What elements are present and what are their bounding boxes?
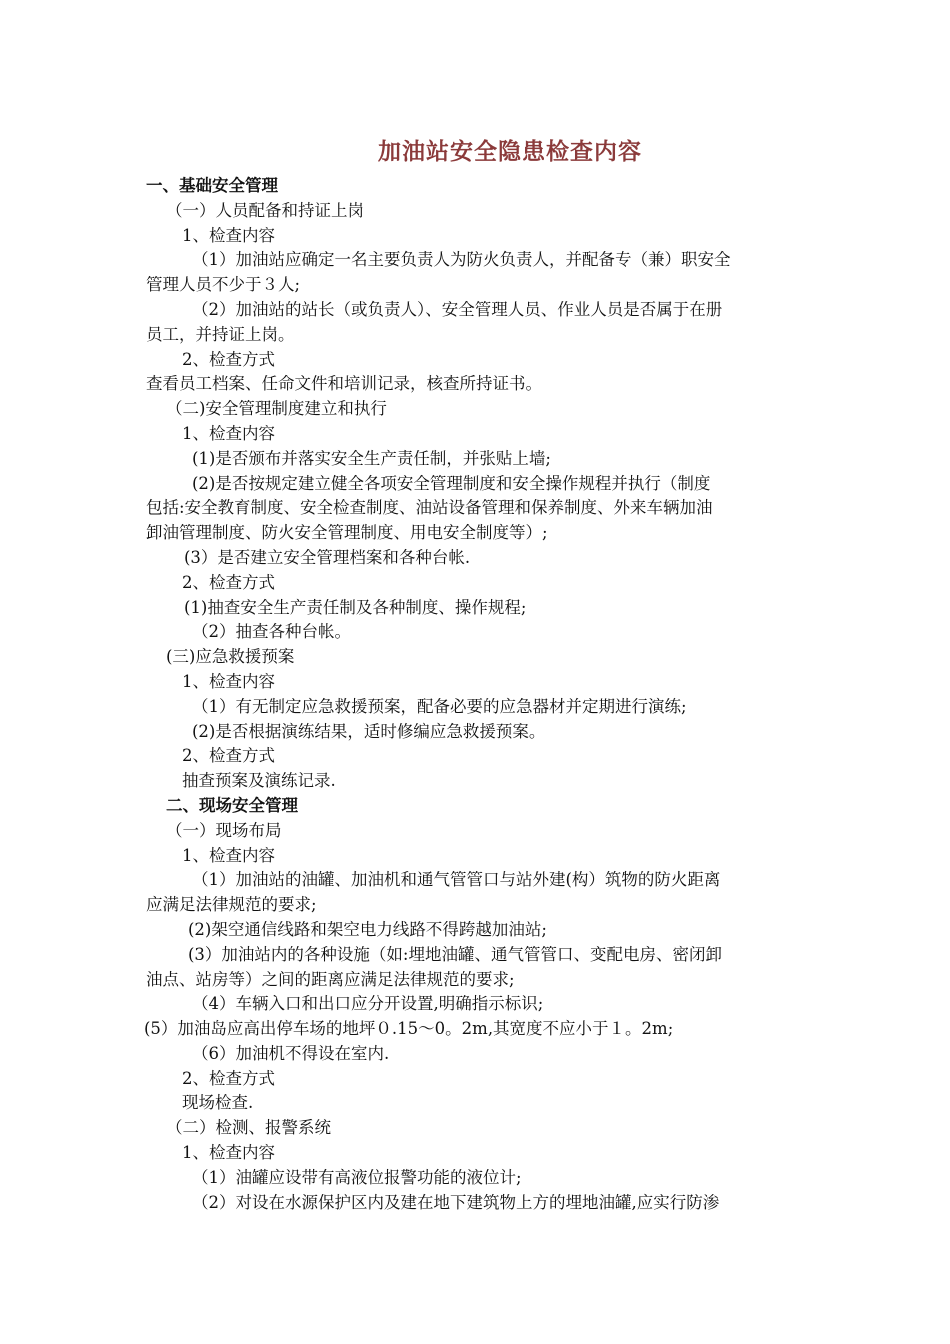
item-heading: 1、检查内容 [182, 671, 275, 691]
section-heading: 一、基础安全管理 [146, 176, 278, 195]
paragraph-line: (3）是否建立安全管理档案和各种台帐. [184, 547, 471, 567]
paragraph-line: 应满足法律规范的要求; [146, 895, 317, 915]
paragraph-line: （2）加油站的站长（或负责人）、安全管理人员、作业人员是否属于在册 [192, 299, 723, 319]
item-heading: 1、检查内容 [182, 423, 275, 443]
paragraph-line: （2）对设在水源保护区内及建在地下建筑物上方的埋地油罐,应实行防渗 [192, 1192, 720, 1212]
paragraph-line: (2)架空通信线路和架空电力线路不得跨越加油站; [188, 919, 547, 939]
document-body [146, 174, 814, 1215]
paragraph-line: 油点、站房等）之间的距离应满足法律规范的要求; [146, 969, 515, 989]
paragraph-line: （1）加油站的油罐、加油机和通气管管口与站外建(构）筑物的防火距离 [192, 870, 721, 890]
paragraph-line: 管理人员不少于３人; [146, 275, 301, 295]
paragraph-line: （2）抽查各种台帐。 [192, 622, 351, 642]
paragraph-line: (1)是否颁布并落实安全生产责任制，并张贴上墙; [192, 448, 551, 468]
subsection-heading: （一）现场布局 [166, 820, 282, 840]
paragraph-line: (5）加油岛应高出停车场的地坪０.15～0。2m,其宽度不应小于１。2m; [144, 1019, 674, 1039]
paragraph-line: (2)是否根据演练结果，适时修编应急救援预案。 [192, 721, 546, 741]
paragraph-line: （1）油罐应设带有高液位报警功能的液位计; [192, 1167, 522, 1187]
paragraph-line: 抽查预案及演练记录. [182, 771, 336, 791]
document-title: 加油站安全隐患检查内容 [378, 138, 642, 165]
paragraph-line: (1)抽查安全生产责任制及各种制度、操作规程; [184, 597, 527, 617]
paragraph-line: (2)是否按规定建立健全各项安全管理制度和安全操作规程并执行（制度 [192, 473, 711, 493]
item-heading: 2、检查方式 [182, 746, 275, 766]
item-heading: 2、检查方式 [182, 572, 275, 592]
paragraph-line: 卸油管理制度、防火安全管理制度、用电安全制度等）; [146, 523, 548, 543]
item-heading: 2、检查方式 [182, 349, 275, 369]
paragraph-line: （1）有无制定应急救援预案，配备必要的应急器材并定期进行演练; [192, 696, 687, 716]
paragraph-line: 员工，并持证上岗。 [146, 324, 295, 344]
paragraph-line: 查看员工档案、任命文件和培训记录，核查所持证书。 [146, 374, 542, 394]
subsection-heading: （一）人员配备和持证上岗 [166, 200, 364, 220]
subsection-heading: (三)应急救援预案 [166, 647, 295, 667]
item-heading: 1、检查内容 [182, 1143, 275, 1163]
paragraph-line: 包括:安全教育制度、安全检查制度、油站设备管理和保养制度、外来车辆加油 [146, 498, 713, 518]
paragraph-line: 现场检查. [182, 1093, 254, 1113]
paragraph-line: (3）加油站内的各种设施（如:埋地油罐、通气管管口、变配电房、密闭卸 [188, 944, 722, 964]
paragraph-line: （4）车辆入口和出口应分开设置,明确指示标识; [192, 994, 544, 1014]
item-heading: 1、检查内容 [182, 225, 275, 245]
item-heading: 2、检查方式 [182, 1068, 275, 1088]
subsection-heading: （二）检测、报警系统 [166, 1118, 331, 1138]
subsection-heading: （二)安全管理制度建立和执行 [166, 399, 387, 419]
section-heading: 二、现场安全管理 [166, 795, 298, 815]
paragraph-line: （6）加油机不得设在室内. [192, 1043, 390, 1063]
item-heading: 1、检查内容 [182, 845, 275, 865]
paragraph-line: （1）加油站应确定一名主要负责人为防火负责人，并配备专（兼）职安全 [192, 250, 731, 270]
